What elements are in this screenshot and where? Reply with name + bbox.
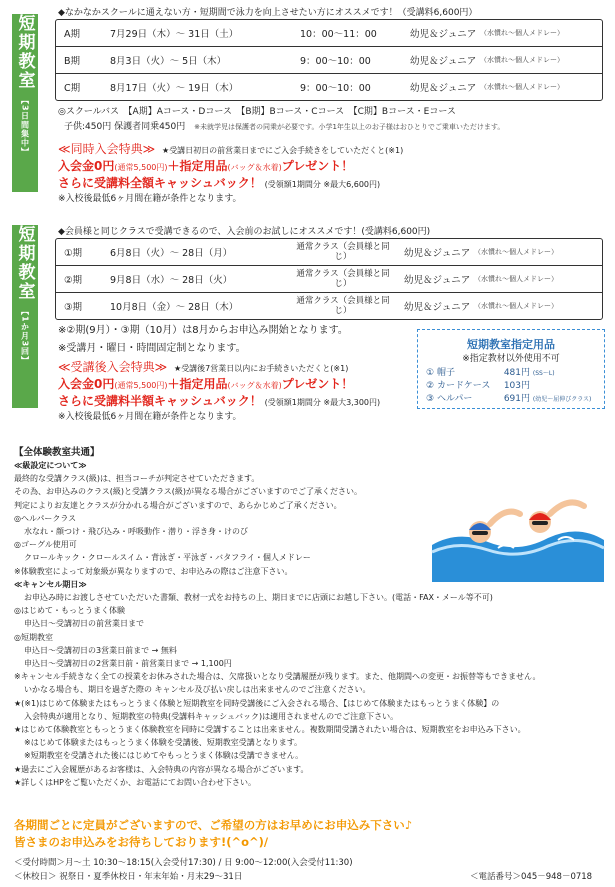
section2-benefit-header	[58, 358, 348, 375]
section2-label-main: 短期教室	[14, 225, 35, 301]
closing-message-2: 皆さまのお申込みをお待ちしております!(^o^)/	[14, 835, 269, 849]
table-row	[56, 47, 602, 74]
dates: 9月8日（水）～ 28日（火）	[110, 275, 233, 286]
course: A期	[64, 29, 80, 40]
common-lines	[14, 459, 606, 789]
common-line: その為、お申込みのクラス(級)と受講クラス(級)が異なる場合がございますのでご了承ください。	[14, 487, 362, 497]
common-line: ※体験教室によって対象級が異なりますので、お申込みの際はご注意下さい。	[14, 566, 293, 576]
common-line: ※キャンセル手続きなく全ての授業をお休みされた場合は、欠席扱いとなり受講履歴が残ります。また、他期間への変更・お振替等もできません。	[14, 672, 541, 682]
section1-benefit-header	[58, 140, 403, 157]
section2-benefit-foot: ※入校後最低6ヶ月間在籍が条件となります。	[58, 412, 242, 422]
item-name: 帽子	[436, 368, 455, 378]
target: 幼児＆ジュニア	[404, 248, 471, 259]
common-line: いかなる場合も、期日を過ぎた際の キャンセル及び払い戻しは出来ませんのでご注意ください。	[24, 685, 371, 695]
target: 幼児＆ジュニア	[410, 29, 477, 40]
table-row	[56, 74, 602, 100]
time: 通常クラス（会員様と同じ）	[296, 242, 390, 262]
item-no: ②	[426, 381, 435, 391]
table-row	[56, 266, 602, 293]
supplies-box	[417, 329, 605, 409]
cashback: さらに受講料全額キャッシュバック！	[58, 176, 262, 190]
section1-label-main: 短期教室	[14, 14, 35, 90]
section1-fee	[64, 119, 504, 132]
supplies-item	[426, 378, 530, 391]
section1-fee-text: 子供:450円 保護者同乗450円	[64, 122, 186, 132]
section1-benefit-cond: ★受講日初日の前営業日までにご入会手続きをしていただくと(※1)	[162, 146, 404, 155]
common-line: ≪級設定について≫	[14, 461, 87, 470]
section1-bus: ◎スクールバス 【A期】Aコース・Dコース 【B期】Bコース・Cコース 【C期】Bコース・Eコース	[58, 107, 456, 117]
target-note: （水慣れ～個人メドレー）	[474, 248, 558, 256]
item-no: ①	[426, 368, 435, 378]
dates: 8月3日（火）～ 5日（木）	[110, 56, 227, 67]
time: 9：00～10：00	[300, 56, 371, 67]
section2-benefit-title: ≪受講後入会特典≫	[58, 360, 168, 374]
common-line: 申込日～受講初日の2営業日前・前営業日まで → 1,100円	[24, 659, 232, 669]
course: ③期	[64, 302, 83, 313]
supplies-item	[426, 391, 591, 404]
common-line: ◎ヘルパークラス	[14, 513, 77, 523]
cashback-note: (受領額1期間分 ※最大6,600円)	[264, 180, 381, 189]
section2-benefit-line2	[58, 392, 380, 409]
item-note: (幼児～屈伸びクラス)	[532, 396, 592, 403]
common-line: 入会特典が適用となり、短期教室の特典(受講料キャッシュバック)は適用されませんのでご注意下さい。	[24, 711, 399, 721]
section1-benefit-line2	[58, 174, 380, 191]
section2-note2: ※受講月・曜日・時間固定制となります。	[58, 343, 246, 354]
section1-benefit-line1	[58, 157, 353, 174]
item-price: 481円	[503, 368, 531, 378]
dates: 8月17日（火）～ 19日（木）	[110, 83, 239, 94]
time: 通常クラス（会員様と同じ）	[296, 269, 390, 289]
target-note: （水慣れ～個人メドレー）	[480, 83, 564, 91]
common-line: ◎短期教室	[14, 632, 53, 642]
target-note: （水慣れ～個人メドレー）	[474, 275, 558, 283]
target: 幼児＆ジュニア	[410, 83, 477, 94]
common-line: ≪キャンセル期日≫	[14, 579, 87, 589]
closed-days: ＜休校日＞ 祝祭日・夏季休校日・年末年始・月末29～31日	[14, 872, 243, 882]
entry-fee-free: 入会金0円	[58, 159, 115, 173]
dates: 10月8日（金）～ 28日（木）	[110, 302, 239, 313]
common-line: 水なれ・顔つけ・飛び込み・呼吸動作・潜り・浮き身・けのび	[24, 527, 248, 537]
section2-schedule-table	[55, 238, 603, 320]
section2-note1: ※②期(9月）・③期（10月）は8月からお申込み開始となります。	[58, 325, 348, 336]
section1-label-sub: 【3日間集中】	[20, 96, 30, 157]
target: 幼児＆ジュニア	[404, 275, 471, 286]
time: 通常クラス（会員様と同じ）	[296, 296, 390, 316]
common-line: 申込日～受講初日の3営業日前まで → 無料	[24, 645, 177, 655]
entry-fee-note: (通常5,500円)	[114, 381, 168, 390]
course: B期	[64, 56, 81, 67]
phone-number: ＜電話番号＞045－948－0718	[470, 872, 593, 882]
common-line: ※はじめて体験またはもっとうまく体験を受講後、短期教室受講となります。	[24, 738, 303, 748]
common-line: ★はじめて体験教室ともっとうまく体験教室を同時に受講することは出来ません。複数期間受講されたい場合は、短期教室をお申込み下さい。	[14, 725, 526, 735]
common-line: ※短期教室を受講された後にはじめてやもっとうまく体験は受講できません。	[24, 751, 304, 761]
entry-fee-note: (通常5,500円)	[114, 163, 168, 172]
item-name: ヘルパー	[436, 394, 473, 404]
supplies-item	[426, 365, 555, 378]
entry-fee-free: 入会金0円	[58, 377, 115, 391]
supplies-note: (バッグ＆水着)	[227, 381, 282, 390]
closing-message-1: 各期間ごとに定員がございますので、ご希望の方はお早めにお申込み下さい♪	[14, 818, 413, 832]
course: C期	[64, 83, 81, 94]
course: ②期	[64, 275, 83, 286]
course: ①期	[64, 248, 83, 259]
common-line: ◎はじめて・もっとうまく体験	[14, 606, 125, 616]
section1-intro: ◆なかなかスクールに通えない方・短期間で泳力を向上させたい方にオススメです！（受講料6,600円）	[58, 8, 478, 18]
time: 10：00～11：00	[300, 29, 377, 40]
section1-benefit-title: ≪同時入会特典≫	[58, 142, 156, 156]
common-line: ◎ゴーグル使用可	[14, 540, 77, 550]
item-price: 691円	[503, 394, 531, 404]
common-line: ★過去にご入会履歴があるお客様は、入会特典の内容が異なる場合がございます。	[14, 764, 309, 774]
item-note: (SS～L)	[532, 370, 555, 377]
supplies-title: 短期教室指定用品	[467, 338, 555, 351]
present: プレゼント！	[281, 377, 354, 391]
common-line: 判定によりお友達とクラスが分かれる場合がございますので、あらかじめご了承ください。	[14, 500, 342, 510]
common-line: クロールキック・クロールスイム・背泳ぎ・平泳ぎ・バタフライ・個人メドレー	[24, 553, 311, 563]
item-price: 103円	[503, 381, 531, 391]
section2-label	[12, 225, 38, 408]
dates: 6月8日（火）～ 28日（月）	[110, 248, 233, 259]
table-row	[56, 20, 602, 47]
item-name: カードケース	[436, 381, 491, 391]
section2-benefit-line1	[58, 375, 353, 392]
cashback: さらに受講料半額キャッシュバック！	[58, 394, 262, 408]
supplies-subtitle: ※指定教材以外使用不可	[462, 354, 560, 364]
section2-benefit-cond: ★受講後7営業日以内にお手続きいただくと(※1)	[174, 364, 349, 373]
common-line: ★(※1)はじめて体験またはもっとうまく体験と短期教室を同時受講後にご入会される場合、【はじめて体験またはもっとうまく体験】の	[14, 698, 500, 708]
supplies-plus: ＋指定用品	[167, 159, 228, 173]
target: 幼児＆ジュニア	[404, 302, 471, 313]
target: 幼児＆ジュニア	[410, 56, 477, 67]
section1-fee-note: ※未就学児は保護者の同乗が必要です。小学1年生以上のお子様はおひとりでご乗車いただけます。	[194, 123, 505, 131]
section2-label-sub: 【1か月3回】	[20, 307, 30, 366]
section2-intro: ◆会員様と同じクラスで受講できるので、入会前のお試しにオススメです！(受講料6,600円)	[58, 227, 431, 237]
common-title: 【全体験教室共通】	[14, 447, 100, 458]
common-line: 最終的な受講クラス(級)は、担当コーチが判定させていただきます。	[14, 474, 260, 484]
common-line: 申込日～受講初日の前営業日まで	[24, 619, 144, 629]
section1-label	[12, 14, 38, 192]
common-line: お申込み時にお渡しさせていただいた書類、教材一式をお持ちの上、期日までに店頭にお越し下さい。(電話・FAX・メール等不可)	[24, 593, 493, 603]
item-no: ③	[426, 394, 435, 404]
present: プレゼント！	[281, 159, 354, 173]
supplies-note: (バッグ＆水着)	[227, 163, 282, 172]
dates: 7月29日（木）～ 31日（土）	[110, 29, 239, 40]
target-note: （水慣れ～個人メドレー）	[480, 56, 564, 64]
table-row	[56, 239, 602, 266]
target-note: （水慣れ～個人メドレー）	[474, 302, 558, 310]
section1-schedule-table	[55, 19, 603, 101]
section1-benefit-foot: ※入校後最低6ヶ月間在籍が条件となります。	[58, 194, 242, 204]
time: 9：00～10：00	[300, 83, 371, 94]
reception-hours: ＜受付時間＞月～土 10:30～18:15(入会受付17:30) / 日 9:00～12:00(入会受付11:30)	[14, 858, 353, 868]
common-line: ★詳しくはHPをご覧いただくか、お電話にてお問い合わせ下さい。	[14, 777, 257, 787]
supplies-plus: ＋指定用品	[167, 377, 228, 391]
cashback-note: (受領額1期間分 ※最大3,300円)	[264, 398, 381, 407]
target-note: （水慣れ～個人メドレー）	[480, 29, 564, 37]
table-row	[56, 293, 602, 319]
